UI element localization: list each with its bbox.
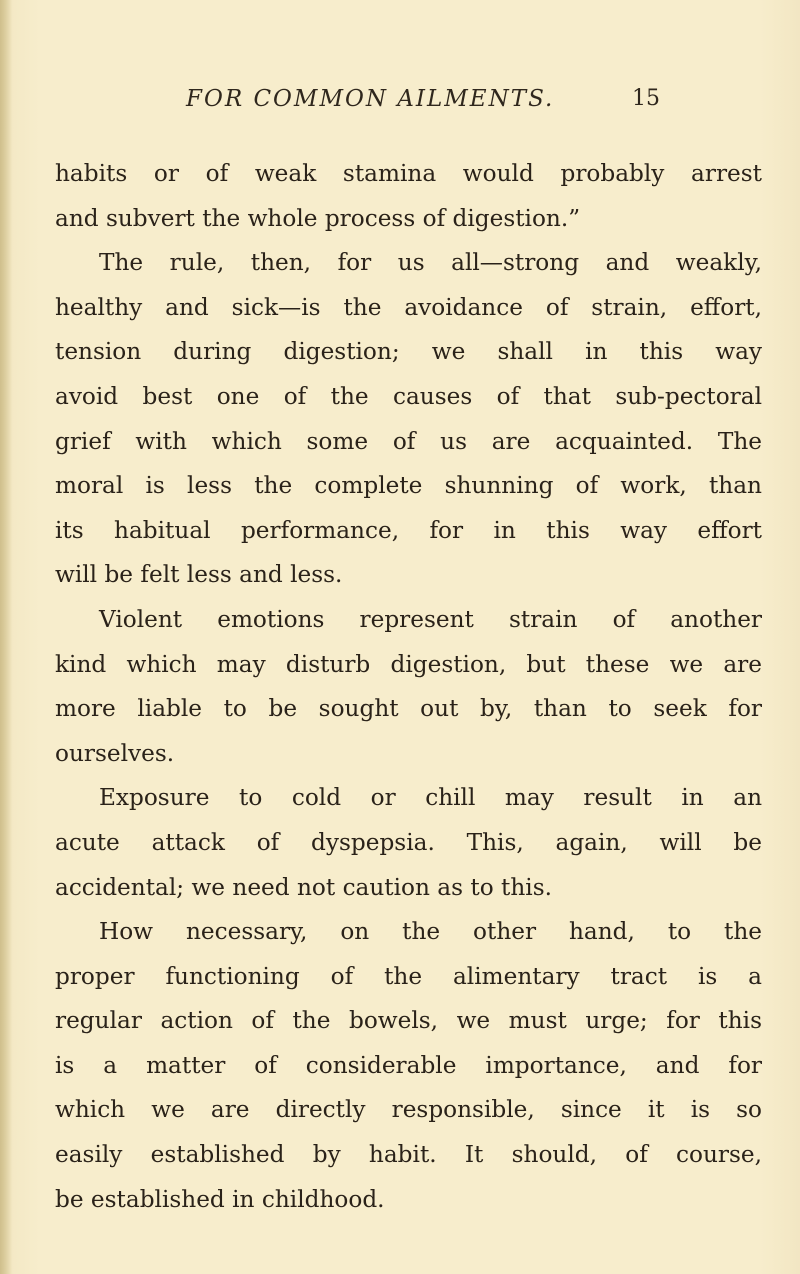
text-line: healthy and sick—is the avoidance of strain, effort, <box>55 293 762 321</box>
text-line: proper functioning of the alimentary tract is a <box>55 962 762 990</box>
text-line: kind which may disturb digestion, but these we are <box>55 650 762 678</box>
text-line: How necessary, on the other hand, to the <box>99 918 762 946</box>
text-line: will be felt less and less. <box>55 561 343 589</box>
text-line: acute attack of dyspepsia. This, again, will be <box>55 828 762 856</box>
text-line: is a matter of considerable importance, and for <box>55 1051 762 1079</box>
text-line: avoid best one of the causes of that sub-pectoral <box>55 382 762 410</box>
text-line: The rule, then, for us all—strong and weakly, <box>99 249 762 277</box>
text-line: and subvert the whole process of digestion.” <box>55 204 581 232</box>
text-line: grief with which some of us are acquainted. The <box>55 427 762 455</box>
body-text <box>55 152 762 1222</box>
text-line: tension during digestion; we shall in this way <box>55 338 762 366</box>
text-line: be established in childhood. <box>55 1185 385 1213</box>
page-gutter-shadow <box>0 0 12 1274</box>
text-line: moral is less the complete shunning of work, than <box>55 472 762 500</box>
text-line: which we are directly responsible, since it is so <box>55 1096 762 1124</box>
text-line: ourselves. <box>55 739 175 767</box>
running-head: FOR COMMON AILMENTS. <box>186 86 555 112</box>
page-number: 15 <box>632 86 660 111</box>
text-line: accidental; we need not caution as to this. <box>55 873 552 901</box>
text-line: more liable to be sought out by, than to seek for <box>55 695 762 723</box>
text-line: its habitual performance, for in this way effort <box>55 516 762 544</box>
text-line: Violent emotions represent strain of another <box>99 605 762 633</box>
text-line: regular action of the bowels, we must urge; for this <box>55 1007 762 1035</box>
text-line: habits or of weak stamina would probably arrest <box>55 160 762 187</box>
text-line: easily established by habit. It should, of course, <box>55 1141 762 1169</box>
text-line: Exposure to cold or chill may result in an <box>99 784 762 812</box>
